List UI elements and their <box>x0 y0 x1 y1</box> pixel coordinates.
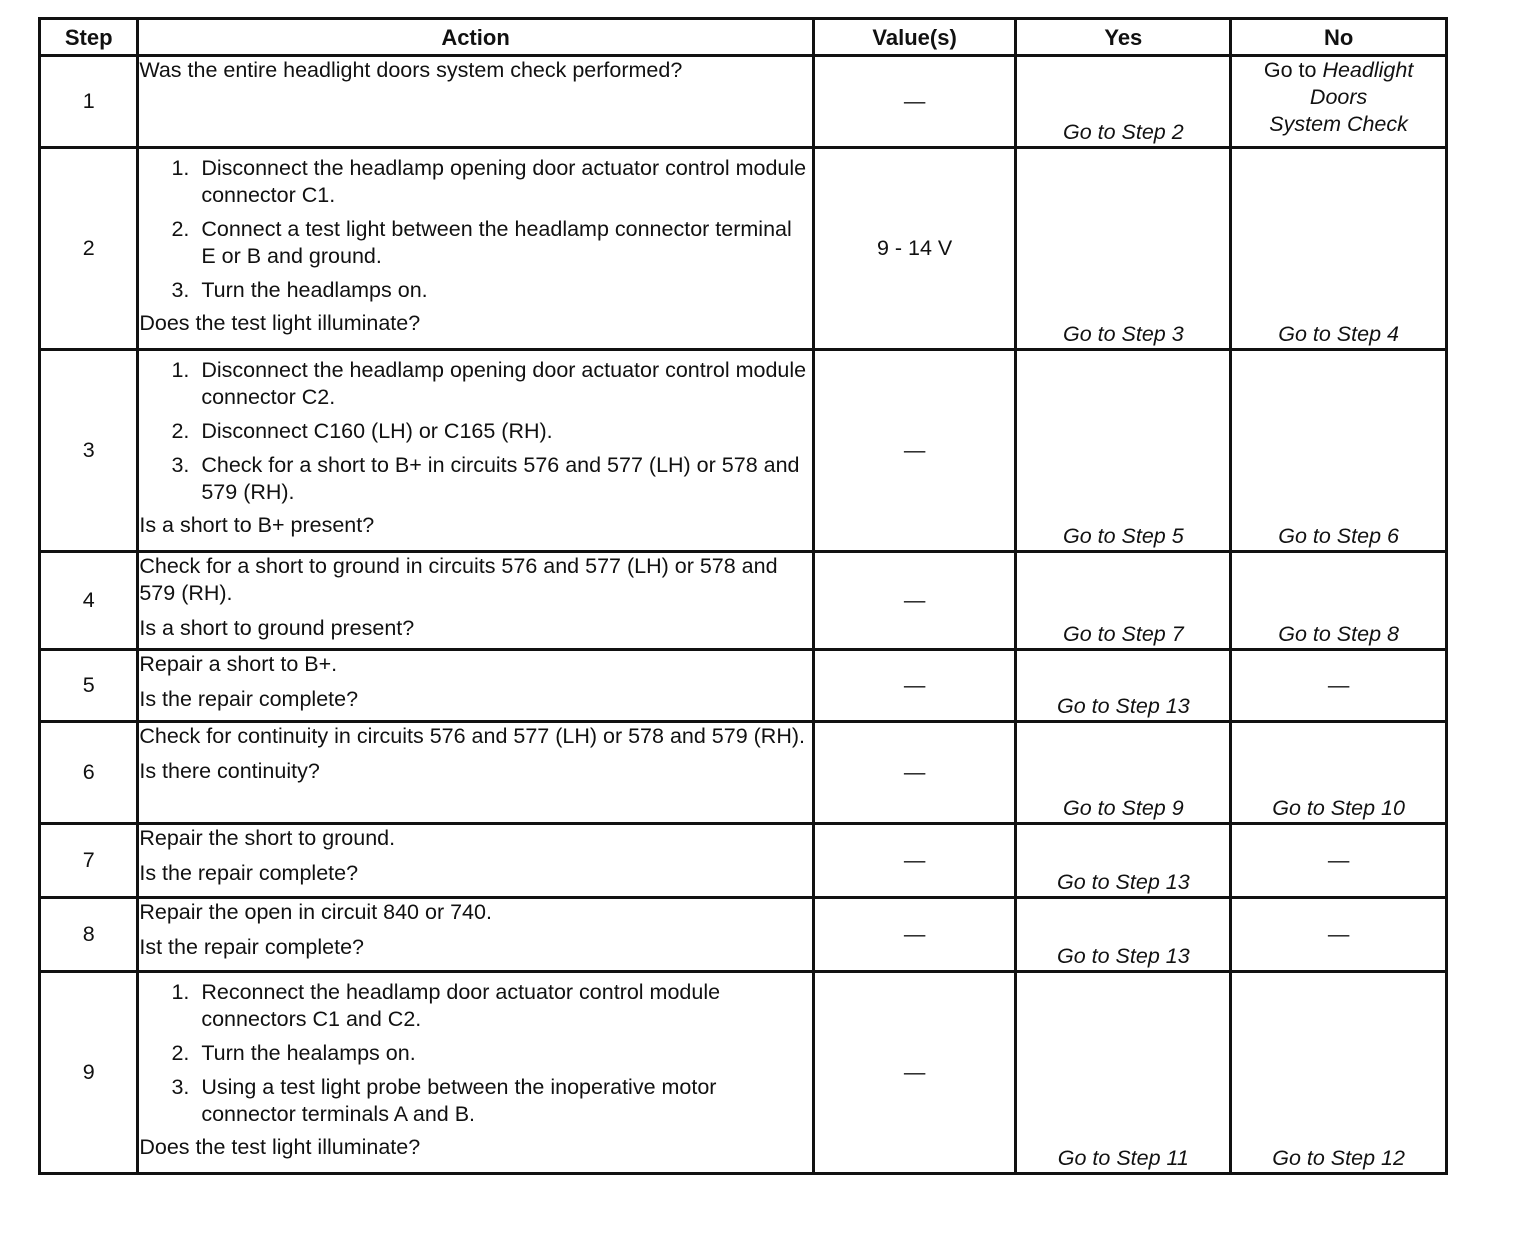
step-number: 7 <box>40 824 138 898</box>
header-yes: Yes <box>1016 19 1231 56</box>
no-link-system-check: System Check <box>1269 112 1408 136</box>
action-cell <box>138 972 813 1174</box>
step-number: 1 <box>40 56 138 148</box>
action-question: Is the repair complete? <box>139 861 359 885</box>
value-cell: — <box>813 824 1016 898</box>
value-cell: 9 - 14 V <box>813 148 1016 350</box>
substep-list <box>139 155 811 304</box>
step-number: 6 <box>40 722 138 824</box>
substep: 1. Disconnect the headlamp opening door actuator control module connector C2. <box>195 357 811 411</box>
action-question: Was the entire headlight doors system check performed? <box>139 58 683 82</box>
action-question: Ist the repair complete? <box>139 935 365 959</box>
no-cell: — <box>1231 650 1447 722</box>
value-cell: — <box>813 650 1016 722</box>
action-cell <box>138 722 813 824</box>
header-no: No <box>1231 19 1447 56</box>
substep: 2. Turn the healamps on. <box>195 1040 811 1067</box>
action-cell <box>138 898 813 972</box>
action-cell <box>138 56 813 148</box>
action-cell <box>138 552 813 650</box>
table-row <box>40 552 1447 650</box>
yes-cell: Go to Step 13 <box>1016 824 1231 898</box>
table-row <box>40 650 1447 722</box>
yes-cell: Go to Step 3 <box>1016 148 1231 350</box>
action-cell <box>138 650 813 722</box>
action-question: Is a short to B+ present? <box>139 513 375 537</box>
no-cell: — <box>1231 824 1447 898</box>
yes-cell: Go to Step 5 <box>1016 350 1231 552</box>
yes-cell: Go to Step 13 <box>1016 650 1231 722</box>
no-link-headlight: Headlight <box>1322 58 1414 82</box>
substep-list <box>139 357 811 506</box>
table-row <box>40 722 1447 824</box>
value-cell: — <box>813 722 1016 824</box>
step-number: 9 <box>40 972 138 1174</box>
substep: 3. Turn the headlamps on. <box>195 277 811 304</box>
no-cell: Go to Step 8 <box>1231 552 1447 650</box>
substep: 3. Using a test light probe between the inoperative motor connector terminals A and B. <box>195 1074 811 1128</box>
action-question: Is a short to ground present? <box>139 616 415 640</box>
action-text: Check for a short to ground in circuits 576 and 577 (LH) or 578 and 579 (RH). <box>139 554 778 605</box>
substep: 3. Check for a short to B+ in circuits 576 and 577 (LH) or 578 and 579 (RH). <box>195 452 811 506</box>
value-cell: — <box>813 552 1016 650</box>
header-row <box>40 19 1447 56</box>
yes-cell: Go to Step 9 <box>1016 722 1231 824</box>
no-cell: — <box>1231 898 1447 972</box>
table-row <box>40 824 1447 898</box>
no-cell: Go to Step 12 <box>1231 972 1447 1174</box>
value-cell: — <box>813 972 1016 1174</box>
action-text: Check for continuity in circuits 576 and 577 (LH) or 578 and 579 (RH). <box>139 724 805 748</box>
yes-cell: Go to Step 13 <box>1016 898 1231 972</box>
action-cell <box>138 350 813 552</box>
diagnostic-table <box>38 17 1448 1175</box>
substep-list <box>139 979 811 1128</box>
action-text: Repair the short to ground. <box>139 826 396 850</box>
yes-cell: Go to Step 11 <box>1016 972 1231 1174</box>
no-cell: Go to Step 6 <box>1231 350 1447 552</box>
no-cell: Go to Step 10 <box>1231 722 1447 824</box>
value-cell: — <box>813 898 1016 972</box>
table-row <box>40 972 1447 1174</box>
yes-cell: Go to Step 7 <box>1016 552 1231 650</box>
header-step: Step <box>40 19 138 56</box>
step-number: 3 <box>40 350 138 552</box>
header-values: Value(s) <box>813 19 1016 56</box>
action-question: Does the test light illuminate? <box>139 311 421 335</box>
substep: 2. Connect a test light between the headlamp connector terminal E or B and ground. <box>195 216 811 270</box>
table-row <box>40 56 1447 148</box>
substep: 1. Reconnect the headlamp door actuator control module connectors C1 and C2. <box>195 979 811 1033</box>
table-row <box>40 350 1447 552</box>
substep: 1. Disconnect the headlamp opening door actuator control module connector C1. <box>195 155 811 209</box>
action-question: Is the repair complete? <box>139 687 359 711</box>
step-number: 5 <box>40 650 138 722</box>
no-prefix: Go to <box>1263 58 1323 82</box>
table-row <box>40 148 1447 350</box>
step-number: 4 <box>40 552 138 650</box>
action-cell <box>138 824 813 898</box>
action-cell <box>138 148 813 350</box>
action-text: Repair the open in circuit 840 or 740. <box>139 900 492 924</box>
action-question: Does the test light illuminate? <box>139 1135 421 1159</box>
step-number: 2 <box>40 148 138 350</box>
substep: 2. Disconnect C160 (LH) or C165 (RH). <box>195 418 811 445</box>
action-text: Repair a short to B+. <box>139 652 338 676</box>
no-cell: Go to Step 4 <box>1231 148 1447 350</box>
no-link-doors: Doors <box>1309 85 1368 109</box>
step-number: 8 <box>40 898 138 972</box>
yes-cell: Go to Step 2 <box>1016 56 1231 148</box>
value-cell: — <box>813 350 1016 552</box>
value-cell: — <box>813 56 1016 148</box>
header-action: Action <box>138 19 813 56</box>
table-row <box>40 898 1447 972</box>
no-cell <box>1231 56 1447 148</box>
action-question: Is there continuity? <box>139 759 320 783</box>
